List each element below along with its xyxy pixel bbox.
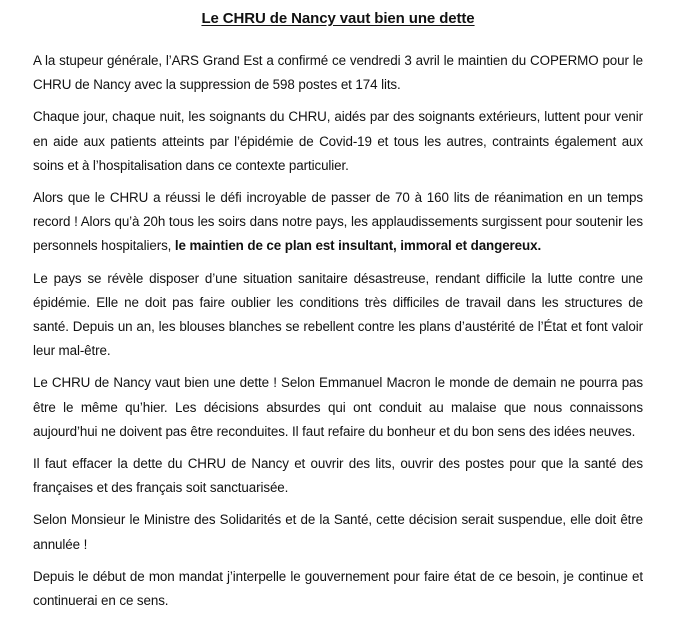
paragraph-icu-beds-text: Alors que le CHRU a réussi le défi incroyable de passer de 70 à 160 lits de réanimation en un temps record ! Alors qu’à 20h tous les soirs dans notre pays, les applaudissements surgissent pour soutenir les personnels hospitaliers, bbox=[33, 190, 643, 254]
paragraph-mandate: Depuis le début de mon mandat j’interpelle le gouvernement pour faire état de ce besoin, je continue et continuerai en ce sens. bbox=[33, 568, 643, 609]
paragraph-icu-beds-bold: le maintien de ce plan est insultant, immoral et dangereux. bbox=[174, 238, 542, 254]
paragraph-erase-debt: Il faut effacer la dette du CHRU de Nancy et ouvrir des lits, ouvrir des postes pour que la santé des françaises et des français soit sanctuarisée. bbox=[33, 456, 643, 496]
paragraph-caregivers: Chaque jour, chaque nuit, les soignants du CHRU, aidés par des soignants extérieurs, luttent pour venir en aide aux patients atteints par l’épidémie de Covid-19 et tous les autres, contraints également aux soins et à l’hospitalisation dans ce contexte particulier. bbox=[33, 109, 643, 173]
paragraph-minister: Selon Monsieur le Ministre des Solidarités et de la Santé, cette décision serait suspendue, elle doit être annulée ! bbox=[33, 512, 643, 552]
document-body bbox=[33, 49, 643, 621]
paragraph-health-situation: Le pays se révèle disposer d’une situation sanitaire désastreuse, rendant difficile la lutte contre une épidémie. Elle ne doit pas faire oublier les conditions très difficiles de travail dans les structures de santé. Depuis un an, les blouses blanches se rebellent contre les plans d’austérité de l’État et font valoir leur mal-être. bbox=[33, 270, 643, 359]
paragraph-debt-worth: Le CHRU de Nancy vaut bien une dette ! Selon Emmanuel Macron le monde de demain ne pourra pas être le même qu’hier. Les décisions absurdes qui ont conduit au malaise que nous connaissons aujourd’hui ne doivent pas être reconduites. Il faut refaire du bonheur et du bon sens des idées neuves. bbox=[33, 375, 643, 439]
paragraph-icu-beds bbox=[33, 186, 643, 259]
paragraph-ars-decision: A la stupeur générale, l’ARS Grand Est a confirmé ce vendredi 3 avril le maintien du COPERMO pour le CHRU de Nancy avec la suppression de 598 postes et 174 lits. bbox=[33, 53, 643, 93]
document-title: Le CHRU de Nancy vaut bien une dette bbox=[201, 10, 475, 27]
